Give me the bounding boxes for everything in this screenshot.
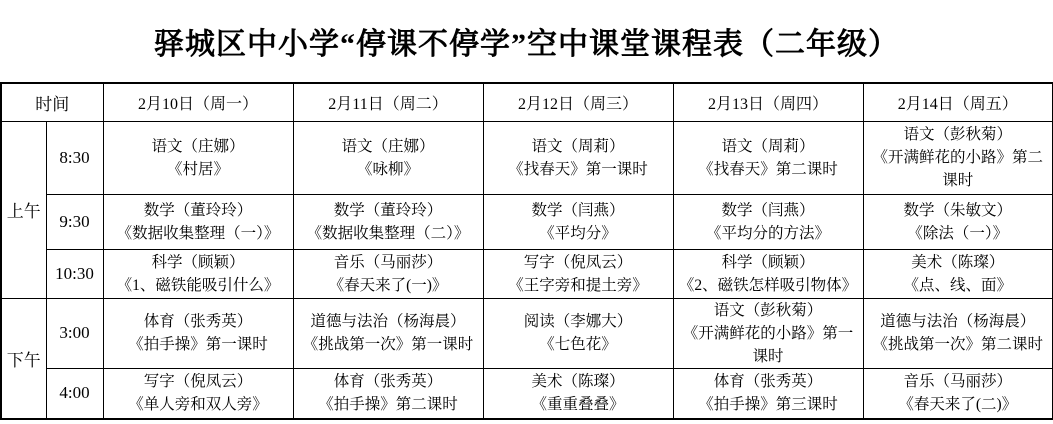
time-label-1500: 3:00	[46, 298, 103, 368]
course-cell	[673, 194, 863, 249]
course-teacher: 数学（董玲玲）	[333, 201, 443, 219]
row-0930	[1, 194, 1053, 249]
course-cell	[483, 121, 673, 194]
course-cell	[293, 249, 483, 298]
course-cell	[103, 121, 293, 194]
course-cell	[673, 121, 863, 194]
course-teacher: 体育（张秀英）	[143, 313, 253, 330]
course-lesson: 《村居》	[166, 160, 229, 178]
course-teacher: 道德与法治（杨海晨）	[310, 313, 466, 330]
course-lesson: 《挑战第一次》第一课时	[302, 336, 474, 353]
course-lesson: 《王字旁和提土旁》	[508, 276, 648, 294]
course-teacher: 写字（倪凤云）	[523, 253, 633, 271]
course-cell	[483, 368, 673, 419]
course-teacher: 语文（周莉）	[531, 137, 625, 155]
course-cell	[483, 194, 673, 249]
course-teacher: 阅读（李娜大）	[523, 313, 633, 330]
row-1600	[1, 368, 1053, 419]
course-cell	[103, 368, 293, 419]
course-lesson: 《找春天》第二课时	[698, 160, 838, 178]
course-cell	[293, 368, 483, 419]
day-header-friday: 2月14日（周五）	[863, 83, 1053, 121]
course-lesson: 《春天来了(一)》	[328, 276, 448, 294]
page-title: 驿城区中小学“停课不停学”空中课堂课程表（二年级）	[154, 28, 899, 61]
day-header-wednesday: 2月12日（周三）	[483, 83, 673, 121]
header-row	[1, 83, 1053, 121]
course-teacher: 科学（顾颖）	[151, 253, 245, 271]
day-header-thursday: 2月13日（周四）	[673, 83, 863, 121]
time-label-0930: 9:30	[46, 194, 103, 249]
course-lesson: 《2、磁铁怎样吸引物体》	[678, 276, 858, 294]
time-label-1030: 10:30	[46, 249, 103, 298]
row-0830	[1, 121, 1053, 194]
course-lesson: 《点、线、面》	[903, 276, 1012, 294]
course-cell	[103, 298, 293, 368]
course-cell	[293, 121, 483, 194]
course-cell	[103, 194, 293, 249]
course-teacher: 语文（庄娜）	[151, 137, 245, 155]
course-cell	[483, 249, 673, 298]
day-header-monday: 2月10日（周一）	[103, 83, 293, 121]
course-lesson: 《数据收集整理（二）》	[306, 224, 470, 242]
course-lesson: 《除法（一）》	[907, 224, 1009, 242]
course-teacher: 美术（陈璨）	[911, 253, 1005, 271]
course-cell	[863, 298, 1053, 368]
course-cell	[103, 249, 293, 298]
course-cell	[673, 249, 863, 298]
course-lesson: 《平均分》	[539, 224, 617, 242]
course-cell	[863, 121, 1053, 194]
course-lesson: 《拍手操》第三课时	[698, 396, 838, 414]
course-teacher: 写字（倪凤云）	[143, 373, 253, 391]
course-cell	[863, 368, 1053, 419]
course-lesson: 《单人旁和双人旁》	[128, 396, 268, 414]
course-lesson: 《咏柳》	[356, 160, 419, 178]
period-label-afternoon: 下午	[1, 298, 46, 419]
course-lesson: 《开满鲜花的小路》第一课时	[682, 324, 854, 365]
course-teacher: 语文（周莉）	[721, 137, 815, 155]
course-lesson: 《春天来了(二)》	[898, 396, 1018, 414]
period-label-morning: 上午	[1, 121, 46, 298]
course-lesson: 《重重叠叠》	[531, 396, 625, 414]
row-1030	[1, 249, 1053, 298]
course-lesson: 《1、磁铁能吸引什么》	[116, 276, 280, 294]
course-lesson: 《平均分的方法》	[705, 224, 830, 242]
course-lesson: 《七色花》	[539, 336, 617, 353]
course-teacher: 语文（彭秋菊）	[903, 126, 1012, 143]
course-lesson: 《数据收集整理（一）》	[116, 224, 280, 242]
course-cell	[483, 298, 673, 368]
course-teacher: 数学（闫燕）	[721, 201, 815, 219]
time-label-1600: 4:00	[46, 368, 103, 419]
time-label-0830: 8:30	[46, 121, 103, 194]
time-header-cell: 时间	[1, 83, 103, 121]
row-1500	[1, 298, 1053, 368]
course-teacher: 音乐（马丽莎）	[903, 373, 1012, 391]
course-lesson: 《挑战第一次》第二课时	[872, 336, 1043, 353]
course-teacher: 数学（闫燕）	[531, 201, 625, 219]
course-lesson: 《拍手操》第二课时	[318, 396, 458, 414]
course-cell	[863, 194, 1053, 249]
course-lesson: 《拍手操》第一课时	[128, 336, 268, 353]
course-teacher: 科学（顾颖）	[721, 253, 815, 271]
course-teacher: 数学（朱敏文）	[903, 201, 1012, 219]
course-teacher: 体育（张秀英）	[333, 373, 443, 391]
course-lesson: 《开满鲜花的小路》第二课时	[872, 149, 1043, 189]
day-header-tuesday: 2月11日（周二）	[293, 83, 483, 121]
course-teacher: 语文（庄娜）	[341, 137, 435, 155]
course-cell	[673, 298, 863, 368]
course-teacher: 道德与法治（杨海晨）	[880, 313, 1036, 330]
schedule-table	[0, 82, 1053, 420]
course-teacher: 美术（陈璨）	[531, 373, 625, 391]
course-teacher: 音乐（马丽莎）	[333, 253, 443, 271]
course-cell	[673, 368, 863, 419]
course-cell	[293, 298, 483, 368]
course-cell	[293, 194, 483, 249]
course-cell	[863, 249, 1053, 298]
course-teacher: 体育（张秀英）	[713, 373, 823, 391]
course-teacher: 语文（彭秋菊）	[713, 301, 823, 319]
course-lesson: 《找春天》第一课时	[508, 160, 648, 178]
course-teacher: 数学（董玲玲）	[143, 201, 253, 219]
